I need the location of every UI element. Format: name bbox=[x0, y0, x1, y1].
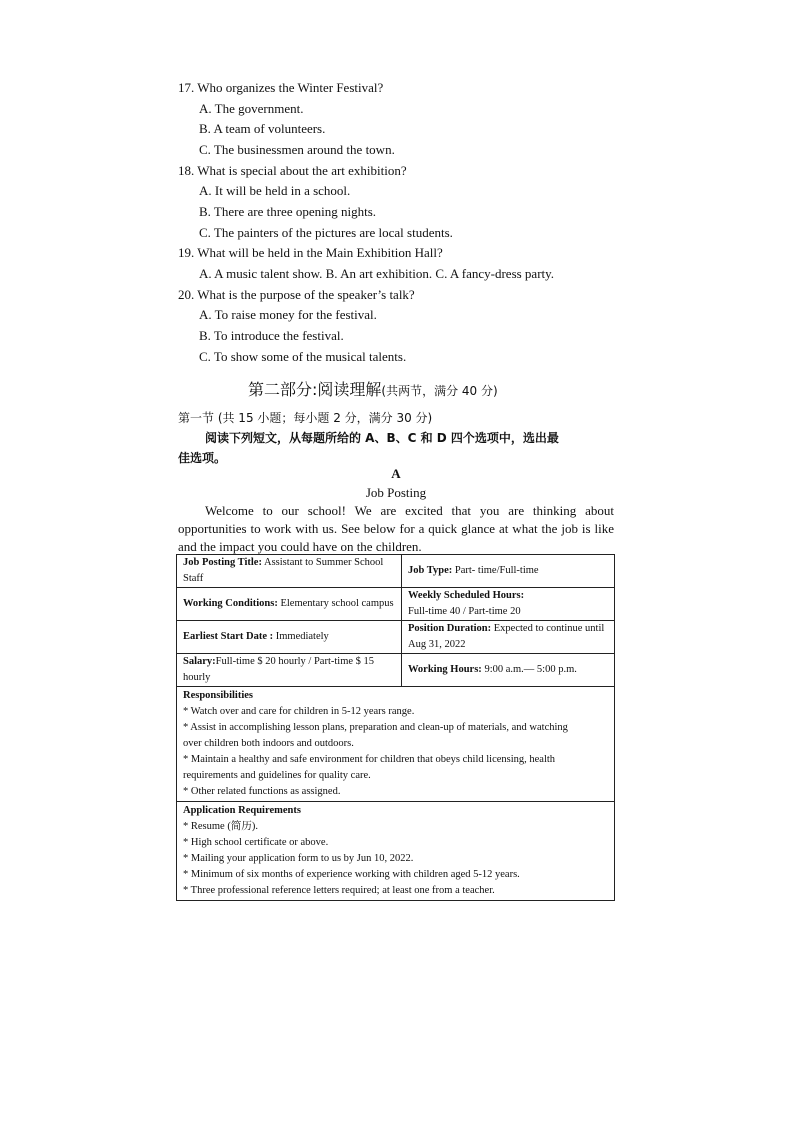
responsibilities-heading: Responsibilities bbox=[183, 690, 254, 701]
part2-title-text: 第二部分:阅读理解 bbox=[248, 380, 382, 399]
question-20: 20. What is the purpose of the speaker’s talk? bbox=[178, 287, 415, 302]
question-18-option-b: B. There are three opening nights. bbox=[199, 204, 377, 219]
job-title-label: Job Posting Title: bbox=[183, 557, 262, 568]
list-item: * Mailing your application form to us by Jun 10, 2022. bbox=[183, 853, 414, 864]
list-item: * Three professional reference letters required; at least one from a teacher. bbox=[183, 885, 495, 896]
working-hours-label: Working Hours: bbox=[408, 664, 482, 675]
job-type-value: Part- time/Full-time bbox=[452, 565, 539, 576]
question-19: 19. What will be held in the Main Exhibition Hall? bbox=[178, 245, 443, 260]
job-title-cell bbox=[177, 555, 402, 588]
question-17-option-a: A. The government. bbox=[199, 101, 304, 116]
table-row bbox=[177, 687, 615, 802]
table-row bbox=[177, 654, 615, 687]
question-20-option-a: A. To raise money for the festival. bbox=[199, 307, 377, 322]
section1-heading: 第一节 (共 15 小题；每小题 2 分，满分 30 分) bbox=[178, 411, 433, 425]
part2-title bbox=[248, 377, 498, 400]
list-item: * Resume (简历). bbox=[183, 821, 258, 832]
list-item: * Assist in accomplishing lesson plans, preparation and clean-up of materials, and watching over children both indoors and outdoors. bbox=[183, 722, 568, 749]
table-row bbox=[177, 621, 615, 654]
start-date-value: Immediately bbox=[273, 631, 329, 642]
list-item: * Minimum of six months of experience working with children aged 5-12 years. bbox=[183, 869, 520, 880]
salary-label: Salary: bbox=[183, 656, 216, 667]
question-18: 18. What is special about the art exhibition? bbox=[178, 163, 407, 178]
passage-title: Job Posting bbox=[365, 485, 427, 500]
weekly-hours-value: Full-time 40 / Part-time 20 bbox=[408, 606, 521, 617]
question-20-option-b: B. To introduce the festival. bbox=[199, 328, 344, 343]
job-posting-table bbox=[176, 554, 615, 901]
list-item: * Watch over and care for children in 5-12 years range. bbox=[183, 706, 415, 717]
working-hours-cell bbox=[402, 654, 615, 687]
requirements-heading: Application Requirements bbox=[183, 805, 301, 816]
working-conditions-label: Working Conditions: bbox=[183, 598, 278, 609]
job-title-value: Assistant to Summer School Staff bbox=[183, 557, 384, 584]
question-17-option-c: C. The businessmen around the town. bbox=[199, 142, 395, 157]
question-17-option-b: B. A team of volunteers. bbox=[199, 121, 326, 136]
position-duration-label: Position Duration: bbox=[408, 623, 492, 634]
question-19-options: A. A music talent show. B. An art exhibition. C. A fancy-dress party. bbox=[199, 266, 555, 281]
passage-intro: Welcome to our school! We are excited that you are thinking about opportunities to work with us. See below for a quick glance at what the job is like and the impact you could have on the children. bbox=[178, 503, 614, 554]
salary-value: Full-time $ 20 hourly / Part-time $ 15 hourly bbox=[183, 656, 375, 683]
working-conditions-value: Elementary school campus bbox=[277, 598, 394, 609]
question-20-option-c: C. To show some of the musical talents. bbox=[199, 349, 407, 364]
question-18-option-c: C. The painters of the pictures are local students. bbox=[199, 225, 453, 240]
responsibilities-cell bbox=[177, 687, 615, 802]
job-type-cell bbox=[402, 555, 615, 588]
list-item: * Other related functions as assigned. bbox=[183, 786, 341, 797]
start-date-label: Earliest Start Date : bbox=[183, 631, 274, 642]
table-row bbox=[177, 802, 615, 901]
position-duration-cell bbox=[402, 621, 615, 654]
instruction-line-1: 阅读下列短文，从每题所给的 A、B、C 和 D 四个选项中，选出最 bbox=[205, 431, 559, 445]
requirements-cell bbox=[177, 802, 615, 901]
list-item: * High school certificate or above. bbox=[183, 837, 329, 848]
salary-cell bbox=[177, 654, 402, 687]
job-type-label: Job Type: bbox=[408, 565, 453, 576]
position-duration-value: Expected to continue until Aug 31, 2022 bbox=[408, 623, 605, 650]
weekly-hours-label: Weekly Scheduled Hours: bbox=[408, 590, 525, 601]
passage-letter: A bbox=[391, 466, 401, 481]
weekly-hours-cell bbox=[402, 588, 615, 621]
start-date-cell bbox=[177, 621, 402, 654]
working-conditions-cell bbox=[177, 588, 402, 621]
list-item: * Maintain a healthy and safe environment for children that obeys child licensing, health requirements and guidelines for quality care. bbox=[183, 754, 556, 781]
instruction-line-2: 佳选项。 bbox=[178, 451, 227, 465]
question-17: 17. Who organizes the Winter Festival? bbox=[178, 80, 384, 95]
table-row bbox=[177, 588, 615, 621]
part2-title-note: (共两节，满分 40 分) bbox=[381, 384, 498, 398]
question-18-option-a: A. It will be held in a school. bbox=[199, 183, 351, 198]
working-hours-value: 9:00 a.m.— 5:00 p.m. bbox=[481, 664, 577, 675]
table-row bbox=[177, 555, 615, 588]
